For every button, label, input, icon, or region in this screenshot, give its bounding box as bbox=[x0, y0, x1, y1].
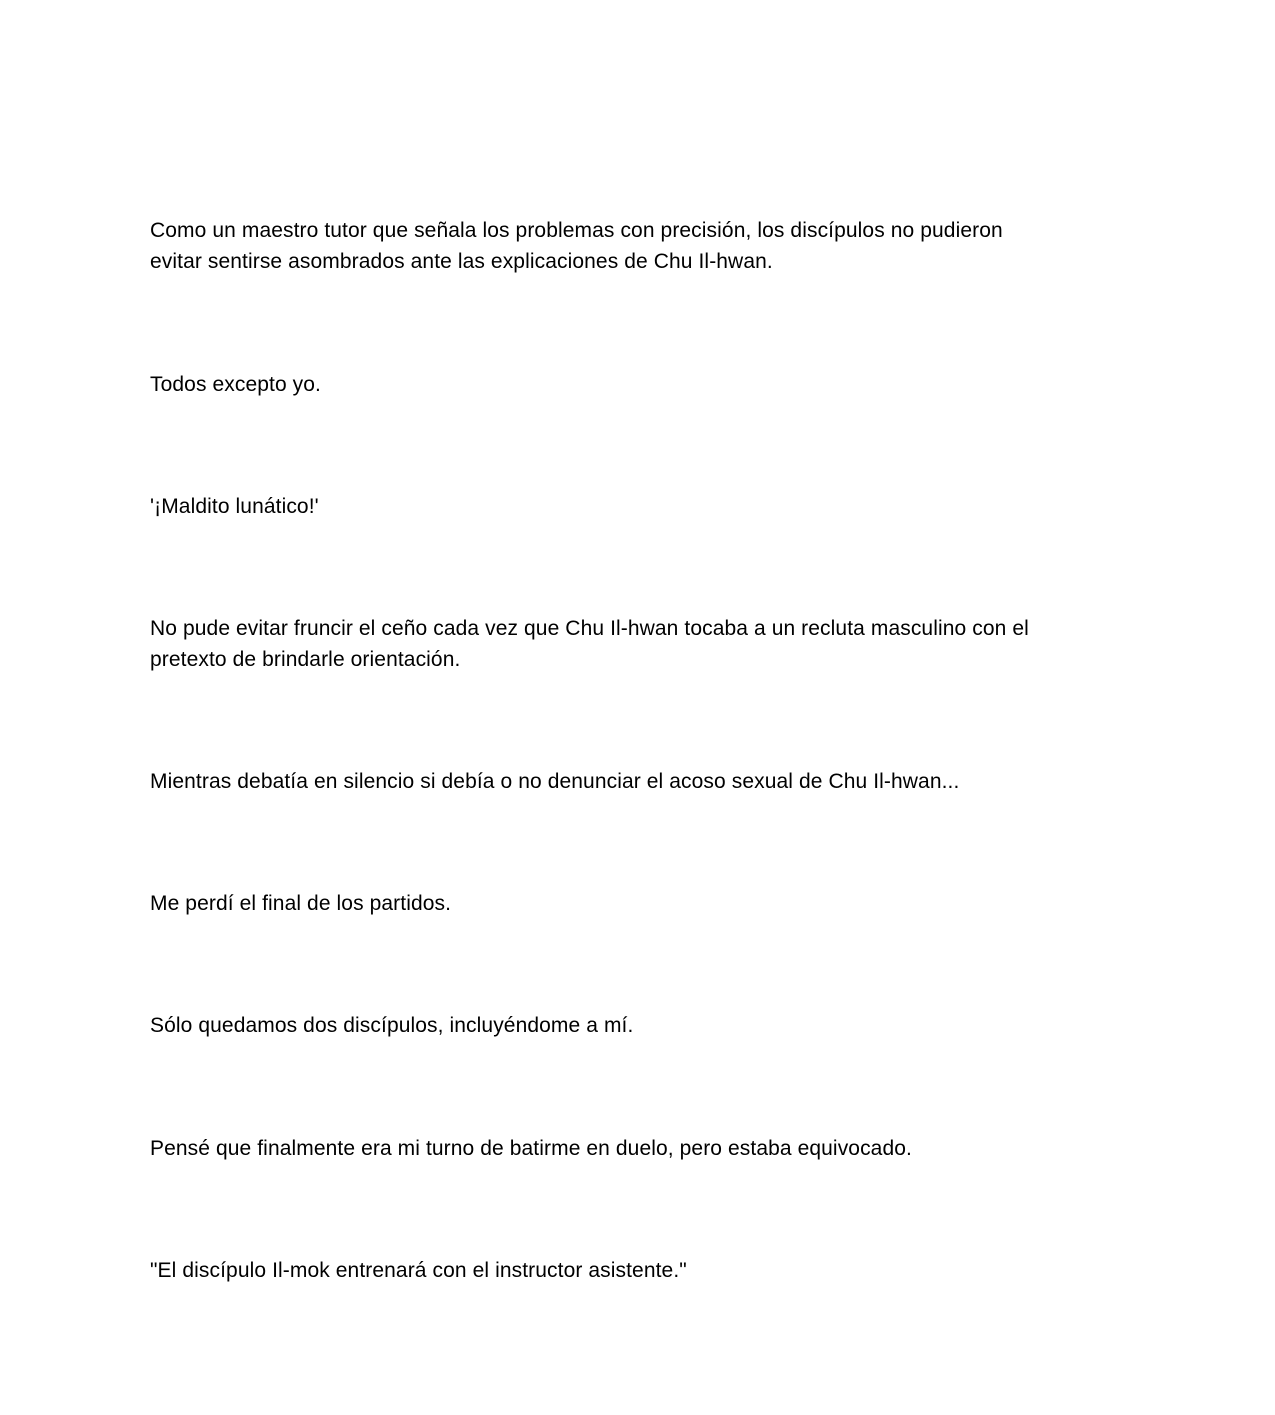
paragraph-9 bbox=[150, 1255, 1110, 1286]
paragraph-8 bbox=[150, 1133, 1110, 1164]
paragraph-line: Todos excepto yo. bbox=[150, 373, 321, 396]
paragraph-line: Me perdí el final de los partidos. bbox=[150, 892, 452, 915]
paragraph-line: Sólo quedamos dos discípulos, incluyéndome a mí. bbox=[150, 1014, 634, 1037]
paragraph-line: Como un maestro tutor que señala los problemas con precisión, los discípulos no pudieron bbox=[150, 219, 1003, 242]
paragraph-line: "El discípulo Il-mok entrenará con el instructor asistente." bbox=[150, 1259, 687, 1282]
paragraph-line: evitar sentirse asombrados ante las explicaciones de Chu Il-hwan. bbox=[150, 250, 773, 273]
paragraph-line: '¡Maldito lunático!' bbox=[150, 495, 319, 518]
paragraph-4 bbox=[150, 613, 1110, 675]
paragraph-7 bbox=[150, 1010, 1110, 1041]
paragraph-line: No pude evitar fruncir el ceño cada vez que Chu Il-hwan tocaba a un recluta masculino con el bbox=[150, 617, 1029, 640]
paragraph-6 bbox=[150, 888, 1110, 919]
paragraph-2 bbox=[150, 369, 1110, 400]
paragraph-line: Mientras debatía en silencio si debía o no denunciar el acoso sexual de Chu Il-hwan... bbox=[150, 770, 960, 793]
paragraph-line: pretexto de brindarle orientación. bbox=[150, 648, 461, 671]
paragraph-line: Pensé que finalmente era mi turno de batirme en duelo, pero estaba equivocado. bbox=[150, 1137, 912, 1160]
paragraph-3 bbox=[150, 491, 1110, 522]
paragraph-1 bbox=[150, 215, 1110, 277]
paragraph-5 bbox=[150, 766, 1110, 797]
